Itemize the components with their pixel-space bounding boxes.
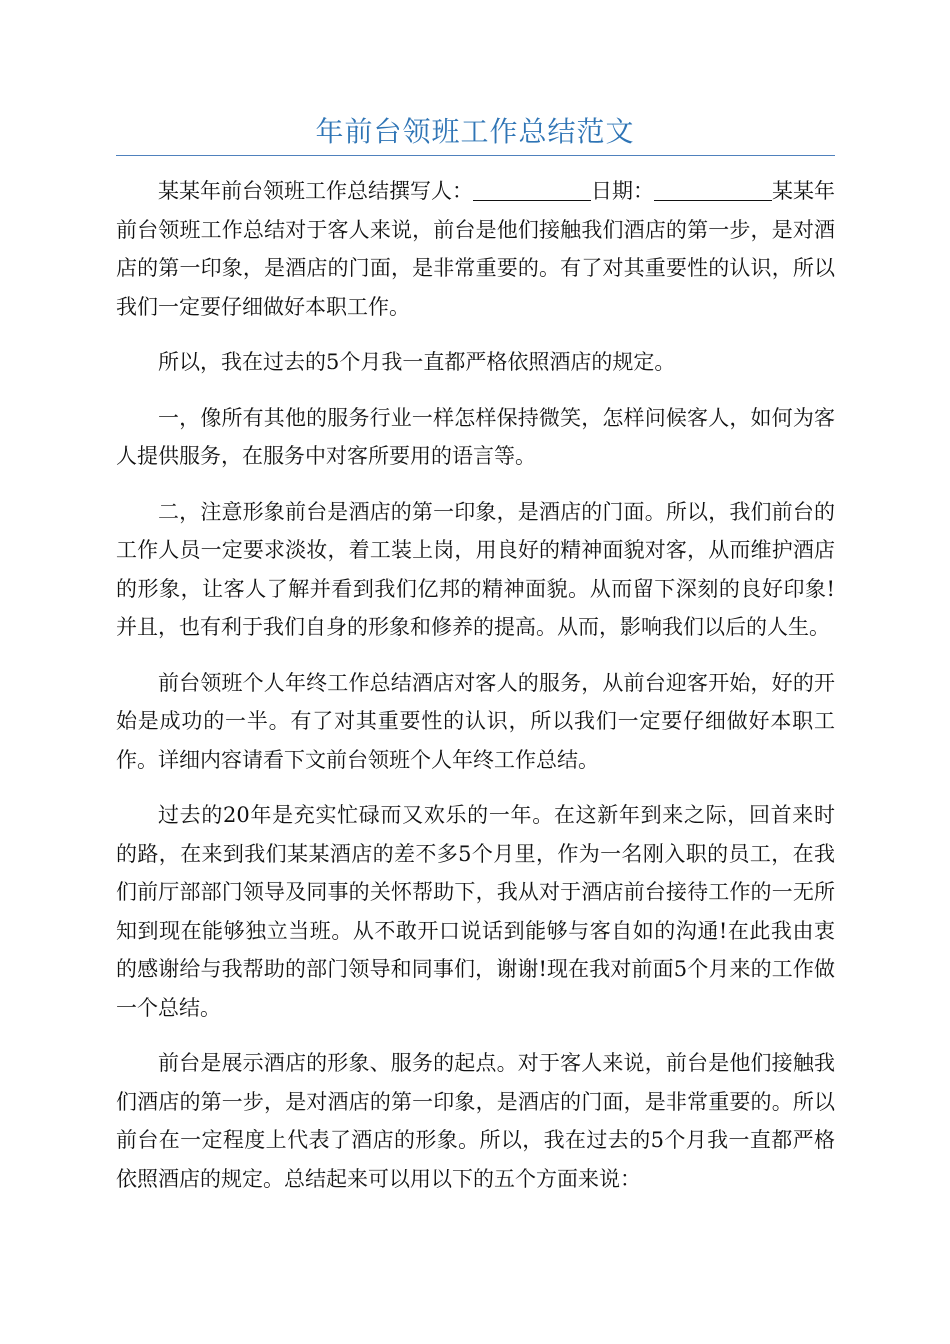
- date-blank: [654, 179, 772, 201]
- paragraph: 一，像所有其他的服务行业一样怎样保持微笑，怎样问候客人，如何为客人提供服务，在服务中对客所要用的语言等。: [116, 405, 835, 468]
- paragraph-intro: [116, 172, 835, 326]
- paragraph: 所以，我在过去的5个月我一直都严格依照酒店的规定。: [158, 350, 676, 374]
- author-blank: [473, 179, 591, 201]
- intro-text: 某某年前台领班工作总结对于客人来说，前台是他们接触我们酒店的第一步，是对酒店的第一印象，是酒店的门面，是非常重要的。有了对其重要性的认识，所以我们一定要仔细做好本职工作。: [116, 179, 835, 319]
- title-underline: [116, 155, 835, 156]
- date-label: 日期：: [591, 179, 654, 203]
- paragraph: 过去的20年是充实忙碌而又欢乐的一年。在这新年到来之际，回首来时的路，在来到我们某某酒店的差不多5个月里，作为一名刚入职的员工，在我们前厅部部门领导及同事的关怀帮助下，我从对于酒店前台接待工作的一无所知到现在能够独立当班。从不敢开口说话到能够与客自如的沟通!在此我由衷的感谢给与我帮助的部门领导和同事们，谢谢!现在我对前面5个月来的工作做一个总结。: [116, 803, 835, 1020]
- paragraph: 二，注意形象前台是酒店的第一印象，是酒店的门面。所以，我们前台的工作人员一定要求淡妆，着工装上岗，用良好的精神面貌对客，从而维护酒店的形象，让客人了解并看到我们亿邦的精神面貌。从而留下深刻的良好印象!并且，也有利于我们自身的形象和修养的提高。从而，影响我们以后的人生。: [116, 499, 835, 639]
- document-body: [116, 172, 835, 1215]
- paragraph: 前台是展示酒店的形象、服务的起点。对于客人来说，前台是他们接触我们酒店的第一步，是对酒店的第一印象，是酒店的门面，是非常重要的。所以前台在一定程度上代表了酒店的形象。所以，我在过去的5个月我一直都严格依照酒店的规定。总结起来可以用以下的五个方面来说：: [116, 1051, 835, 1191]
- paragraph: 前台领班个人年终工作总结酒店对客人的服务，从前台迎客开始，好的开始是成功的一半。有了对其重要性的认识，所以我们一定要仔细做好本职工作。详细内容请看下文前台领班个人年终工作总结。: [116, 670, 835, 772]
- author-label: 某某年前台领班工作总结撰写人：: [158, 179, 473, 203]
- document-title: 年前台领班工作总结范文: [315, 115, 635, 148]
